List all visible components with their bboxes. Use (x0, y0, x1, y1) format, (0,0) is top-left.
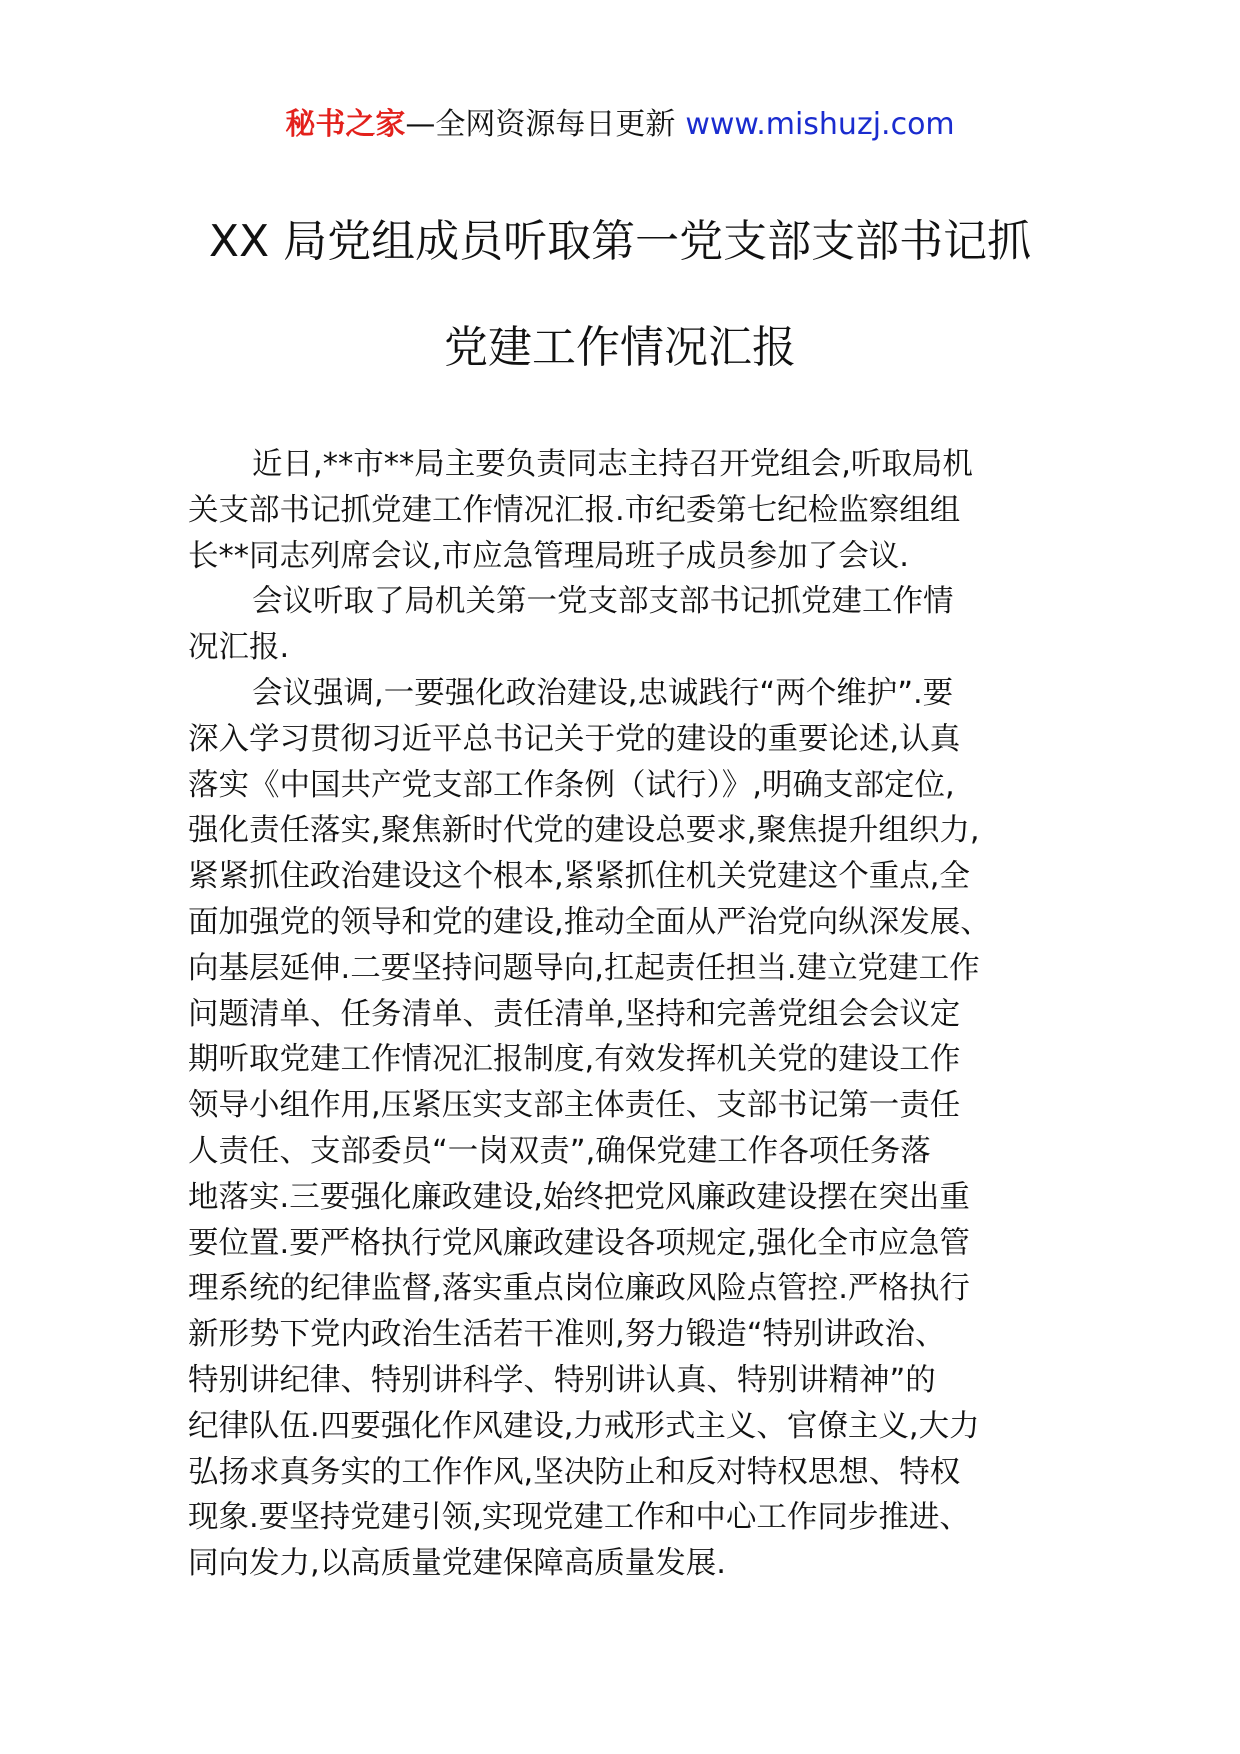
paragraph-line: 问题清单、任务清单、责任清单,坚持和完善党组会会议定 (188, 996, 961, 1032)
paragraph-line: 期听取党建工作情况汇报制度,有效发挥机关党的建设工作 (188, 1042, 961, 1078)
paragraph-line: 落实《中国共产党支部工作条例（试行）》,明确支部定位, (188, 767, 955, 803)
document-title-line-1: XX 局党组成员听取第一党支部支部书记抓 (208, 216, 1032, 267)
paragraph-line: 会议强调,一要强化政治建设,忠诚践行“两个维护”.要 (252, 675, 954, 711)
paragraph-line: 紧紧抓住政治建设这个根本,紧紧抓住机关党建这个重点,全 (188, 859, 970, 895)
paragraph-2 (188, 579, 1068, 671)
paragraph-line: 深入学习贯彻习近平总书记关于党的建设的重要论述,认真 (188, 721, 961, 757)
paragraph-line: 面加强党的领导和党的建设,推动全面从严治党向纵深发展、 (188, 904, 991, 940)
paragraph-line: 纪律队伍.四要强化作风建设,力戒形式主义、官僚主义,大力 (188, 1408, 980, 1444)
paragraph-line: 要位置.要严格执行党风廉政建设各项规定,强化全市应急管 (188, 1225, 970, 1261)
paragraph-line: 理系统的纪律监督,落实重点岗位廉政风险点管控.严格执行 (188, 1271, 970, 1307)
paragraph-line: 新形势下党内政治生活若干准则,努力锻造“特别讲政治、 (188, 1317, 946, 1353)
paragraph-line: 人责任、支部委员“一岗双责”,确保党建工作各项任务落 (188, 1133, 931, 1169)
paragraph-line: 领导小组作用,压紧压实支部主体责任、支部书记第一责任 (188, 1088, 961, 1124)
paragraph-line: 同向发力,以高质量党建保障高质量发展. (188, 1546, 726, 1582)
site-url[interactable]: www.mishuzj.com (685, 107, 955, 142)
paragraph-line: 向基层延伸.二要坚持问题导向,扛起责任担当.建立党建工作 (188, 950, 980, 986)
paragraph-1 (188, 442, 1068, 579)
paragraph-line: 特别讲纪律、特别讲科学、特别讲认真、特别讲精神”的 (188, 1362, 936, 1398)
paragraph-line: 关支部书记抓党建工作情况汇报.市纪委第七纪检监察组组 (188, 492, 961, 528)
site-banner (0, 100, 1240, 150)
paragraph-line: 近日,**市**局主要负责同志主持召开党组会,听取局机 (252, 447, 973, 482)
paragraph-line: 况汇报. (188, 630, 290, 666)
paragraph-line: 长**同志列席会议,市应急管理局班子成员参加了会议. (188, 538, 909, 574)
paragraph-3 (188, 671, 1068, 1587)
paragraph-line: 地落实.三要强化廉政建设,始终把党风廉政建设摆在突出重 (188, 1179, 970, 1215)
paragraph-line: 会议听取了局机关第一党支部支部书记抓党建工作情 (252, 584, 954, 620)
brand-name: 秘书之家 (285, 107, 406, 142)
paragraph-line: 现象.要坚持党建引领,实现党建工作和中心工作同步推进、 (188, 1500, 970, 1536)
paragraph-line: 强化责任落实,聚焦新时代党的建设总要求,聚焦提升组织力, (188, 813, 980, 849)
document-body (188, 442, 1068, 1587)
banner-tagline: —全网资源每日更新 (405, 107, 676, 142)
document-title-line-2: 党建工作情况汇报 (444, 322, 796, 373)
paragraph-line: 弘扬求真务实的工作作风,坚决防止和反对特权思想、特权 (188, 1454, 961, 1490)
